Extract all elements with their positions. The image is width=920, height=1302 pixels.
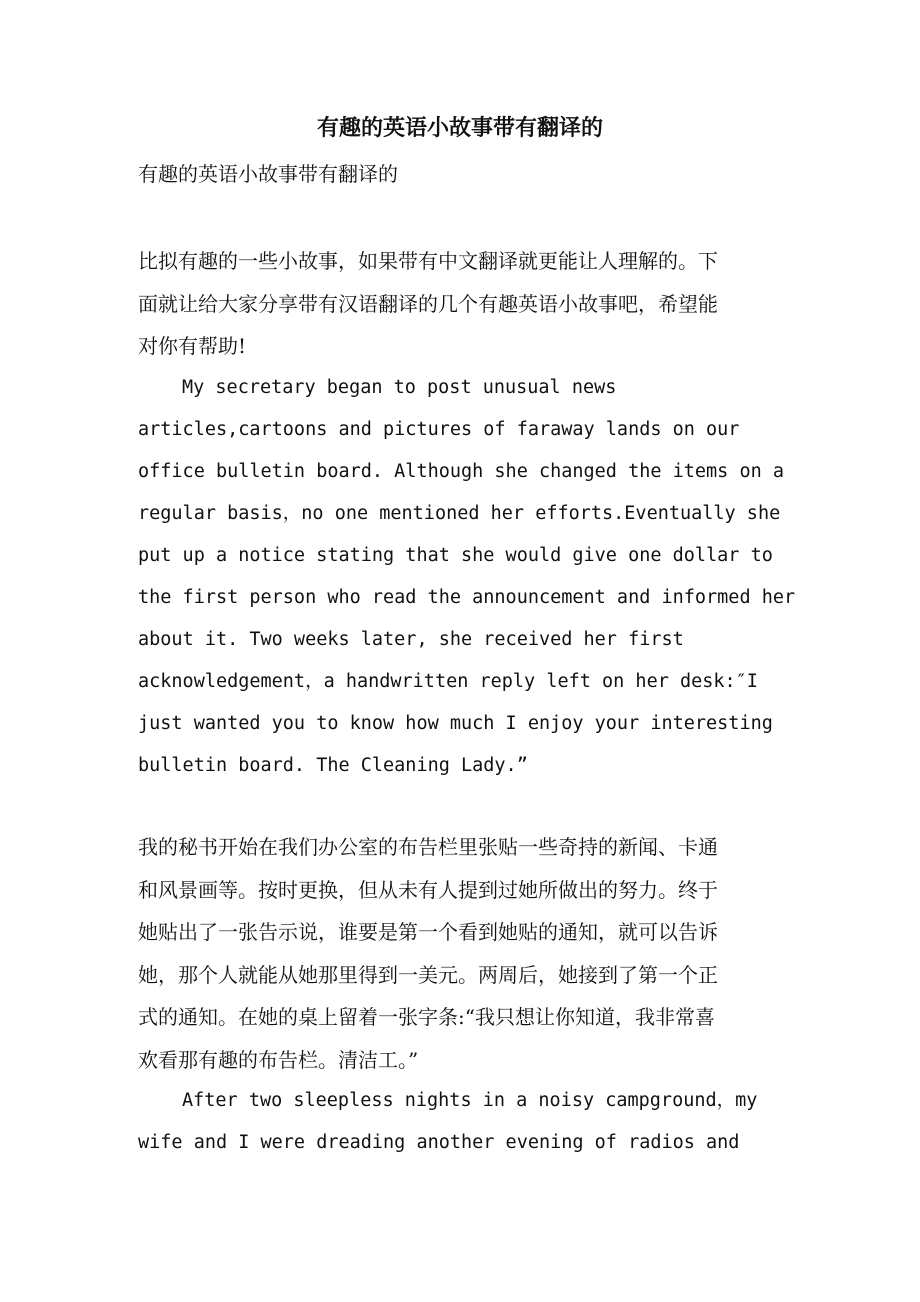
document-subtitle: 有趣的英语小故事带有翻译的	[138, 162, 398, 186]
story1-zh-line: 我的秘书开始在我们办公室的布告栏里张贴一些奇持的新闻、卡通	[138, 835, 718, 859]
story1-zh-line: 她，那个人就能从她那里得到一美元。两周后，她接到了第一个正	[138, 962, 718, 987]
story1-en-line: just wanted you to know how much I enjoy your interesting	[138, 713, 773, 734]
intro-line: 比拟有趣的一些小故事，如果带有中文翻译就更能让人理解的。下	[138, 249, 718, 273]
story1-chinese-paragraph	[138, 826, 788, 1081]
story1-en-line: bulletin board. The Cleaning Lady.”	[138, 755, 528, 776]
story1-en-line: office bulletin board. Although she changed the items on a	[138, 461, 785, 482]
story2-english-paragraph	[138, 1080, 798, 1164]
story2-en-line: After two sleepless nights in a noisy campground，my	[182, 1090, 758, 1111]
document-title: 有趣的英语小故事带有翻译的	[316, 115, 603, 141]
story1-zh-line: 和风景画等。按时更换，但从未有人提到过她所做出的努力。终于	[138, 877, 718, 902]
story1-english-paragraph	[138, 367, 798, 787]
story1-en-line: about it. Two weeks later, she received her first	[138, 629, 684, 650]
story1-en-line: put up a notice stating that she would give one dollar to	[138, 545, 773, 566]
story1-en-line: acknowledgement，a handwritten reply left on her desk:″I	[138, 671, 758, 692]
intro-line: 对你有帮助!	[138, 334, 247, 358]
story1-en-line: My secretary began to post unusual news	[182, 377, 617, 398]
story1-zh-line: 式的通知。在她的桌上留着一张字条:“我只想让你知道，我非常喜	[138, 1005, 715, 1029]
intro-line: 面就让给大家分享带有汉语翻译的几个有趣英语小故事吧，希望能	[138, 291, 718, 316]
story1-zh-line: 她贴出了一张告示说，谁要是第一个看到她贴的通知，就可以告诉	[138, 920, 718, 944]
intro-paragraph	[138, 240, 788, 368]
story2-en-line: wife and I were dreading another evening of radios and	[138, 1132, 740, 1153]
story1-en-line: the first person who read the announcement and informed her	[138, 587, 796, 608]
story1-en-line: regular basis，no one mentioned her efforts.Eventually she	[138, 503, 781, 524]
story1-en-line: articles,cartoons and pictures of faraway lands on our	[138, 419, 740, 440]
story1-zh-line: 欢看那有趣的布告栏。清洁工。”	[138, 1047, 419, 1072]
